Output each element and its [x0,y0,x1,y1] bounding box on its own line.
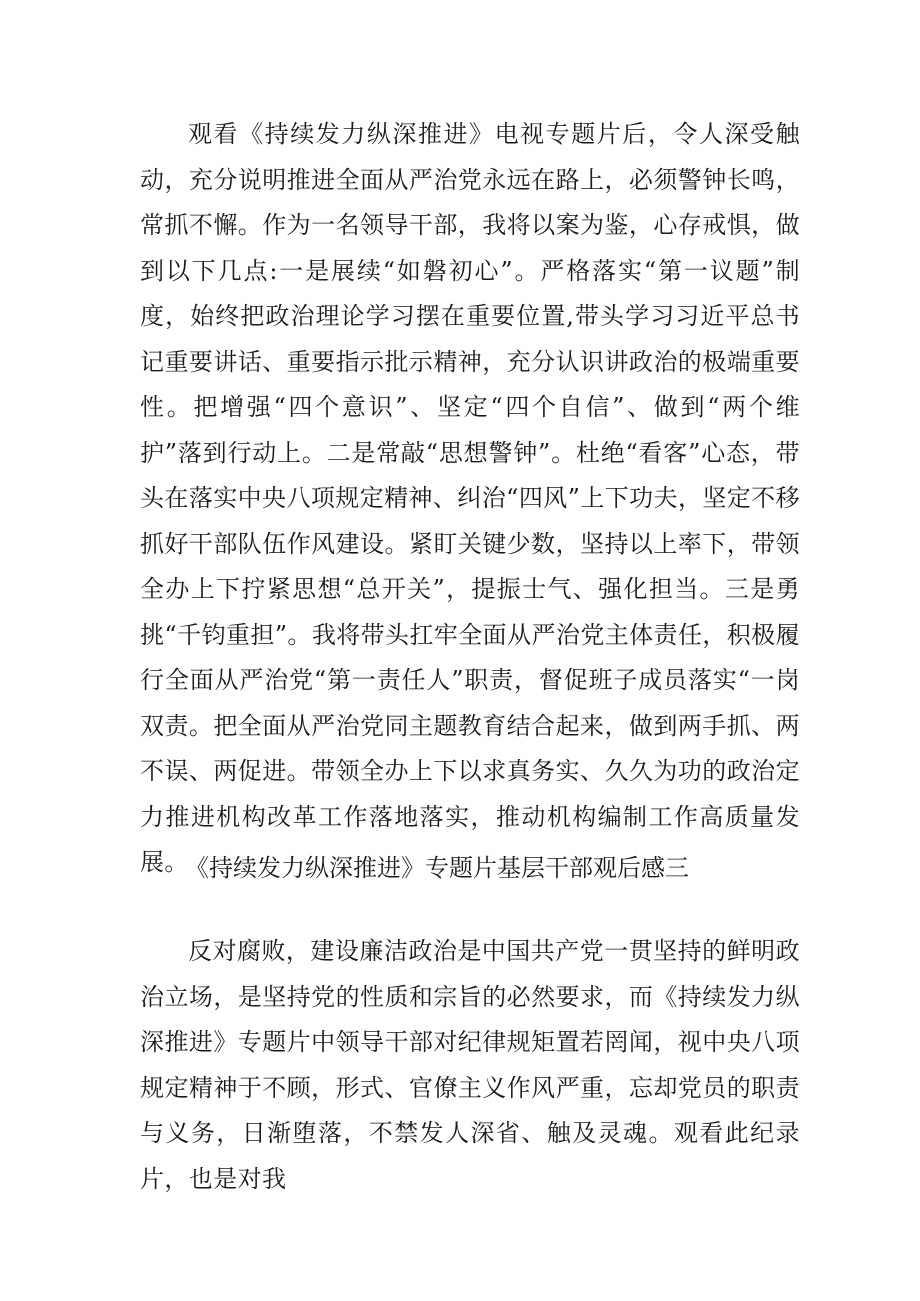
body-paragraph-1: 观看《持续发力纵深推进》电视专题片后，令人深受触动，充分说明推进全面从严治党永远在路上，必须警钟长鸣，常抓不懈。作为一名领导干部，我将以案为鉴，心存戒惧，做到以下几点:一是展续“如磐初心”。严格落实“第一议题”制度，始终把政治理论学习摆在重要位置,带头学习习近平总书记重要讲话、重要指示批示精神，充分认识讲政治的极端重要性。把增强“四个意识”、坚定“四个自信”、做到“两个维护”落到行动上。二是常敲“思想警钟”。杜绝“看客”心态，带头在落实中央八项规定精神、纠治“四风”上下功夫，坚定不移抓好干部队伍作风建设。紧盯关键少数，坚持以上率下，带领全办上下拧紧思想“总开关”，提振士气、强化担当。三是勇挑“千钧重担”。我将带头扛牢全面从严治党主体责任，积极履行全面从严治党“第一责任人”职责，督促班子成员落实“一岗双责。把全面从严治党同主题教育结合起来，做到两手抓、两不误、两促进。带领全办上下以求真务实、久久为功的政治定力推进机构改革工作落地落实，推动机构编制工作高质量发展。 [140,120,800,876]
section-title: 《持续发力纵深推进》专题片基层干部观后感三 [185,854,689,882]
body-paragraph-2: 反对腐败，建设廉洁政治是中国共产党一贯坚持的鲜明政治立场，是坚持党的性质和宗旨的必然要求，而《持续发力纵深推进》专题片中领导干部对纪律规矩置若罔闻，视中央八项规定精神于不顾，形式、官僚主义作风严重，忘却党员的职责与义务，日渐堕落，不禁发人深省、触及灵魂。观看此纪录片，也是对我 [140,937,800,1193]
